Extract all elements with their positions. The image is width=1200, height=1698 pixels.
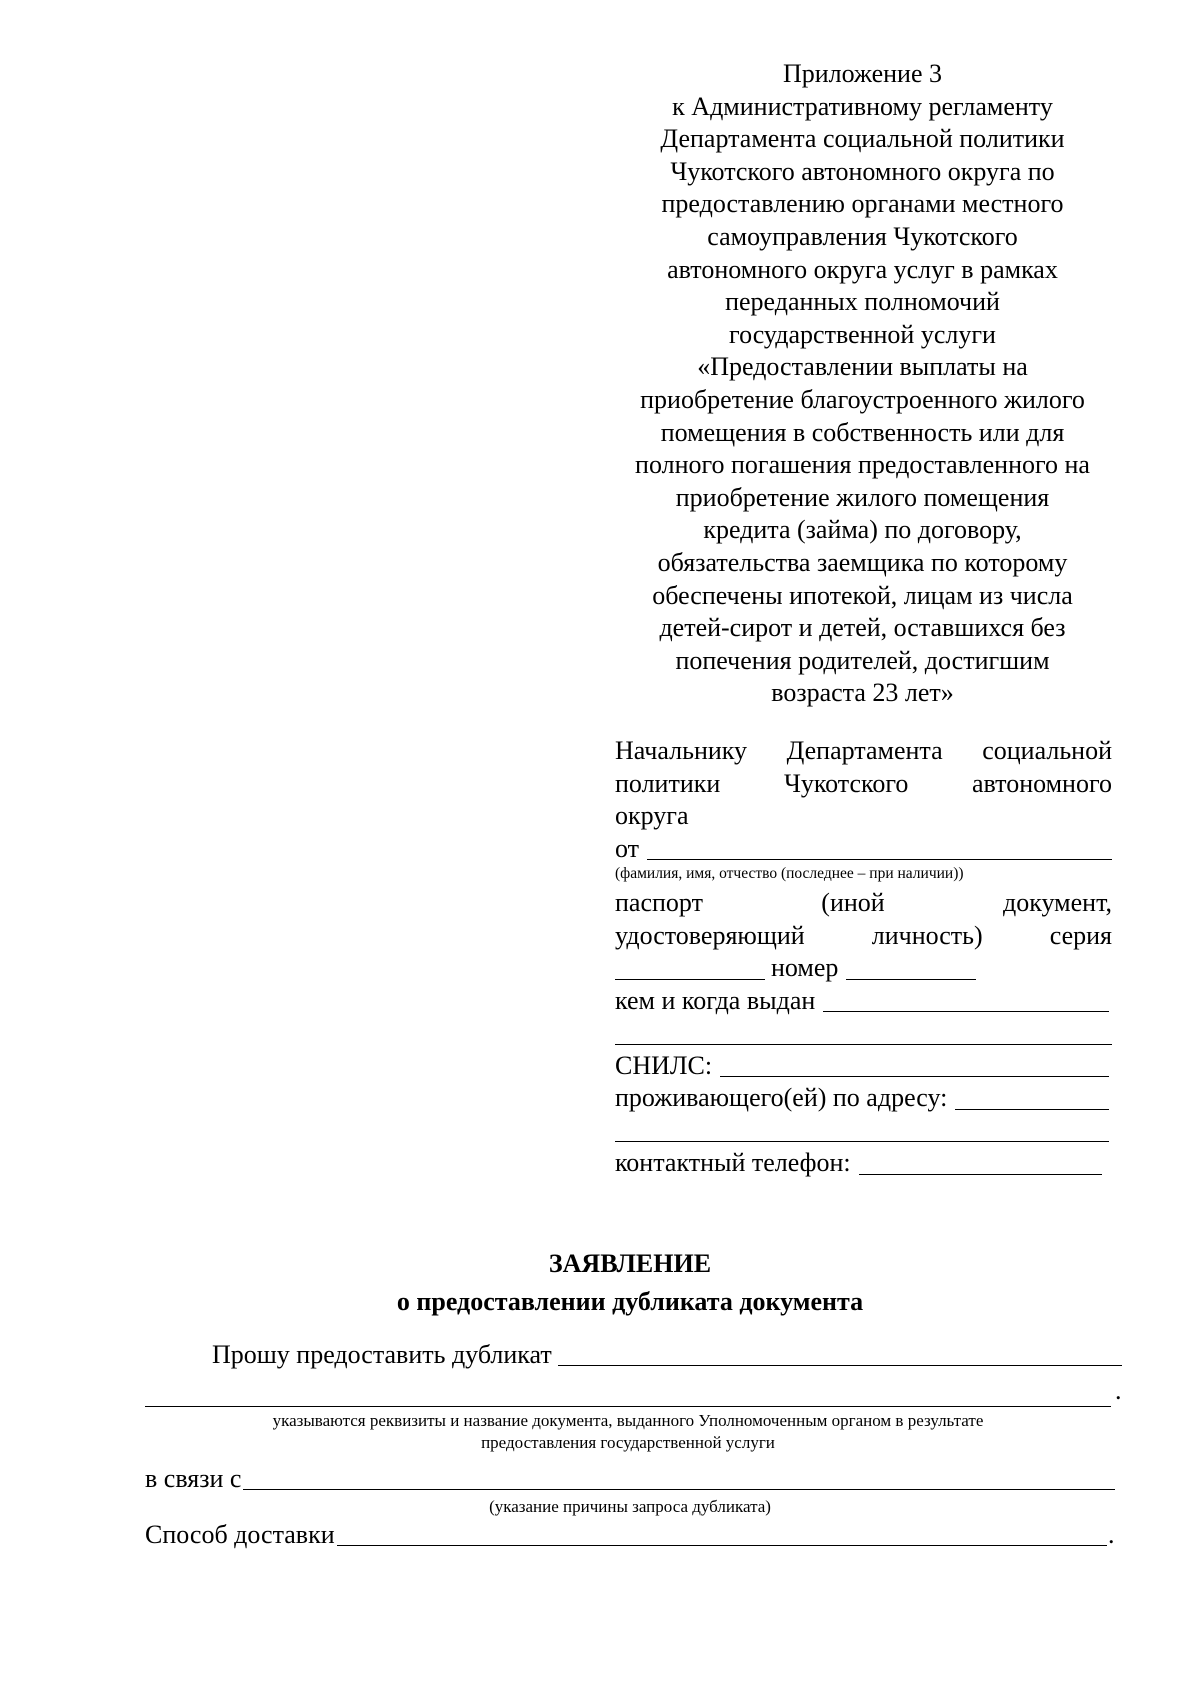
details-caption-line: предоставления государственной услуги <box>481 1433 775 1452</box>
addressee-word: округа <box>615 801 689 830</box>
issued-field[interactable] <box>823 987 1109 1012</box>
addressee-line <box>615 768 1112 801</box>
issued-field-continued[interactable] <box>615 1020 1112 1045</box>
issued-row-continued <box>615 1017 1112 1050</box>
statement-title-block <box>130 1245 1130 1321</box>
appendix-line: возраста 23 лет» <box>771 678 954 708</box>
reason-caption: (указание причины запроса дубликата) <box>489 1497 771 1516</box>
number-field[interactable] <box>846 955 976 980</box>
appendix-line: автономного округа услуг в рамках <box>667 254 1058 284</box>
phone-field[interactable] <box>859 1150 1102 1175</box>
addressee-word: Чукотского <box>783 768 909 798</box>
issued-row <box>615 985 1112 1018</box>
from-row <box>615 833 1112 866</box>
reason-label: в связи с <box>145 1464 242 1493</box>
appendix-line: переданных полномочий <box>725 287 1000 317</box>
address-row-continued <box>615 1115 1112 1148</box>
appendix-line: Чукотского автономного округа по <box>670 156 1055 186</box>
fio-caption: (фамилия, имя, отчество (последнее – при наличии)) <box>615 865 964 882</box>
appendix-line: кредита (займа) по договору, <box>703 515 1022 545</box>
address-field-continued[interactable] <box>615 1117 1109 1142</box>
passport-word: документ, <box>1003 888 1112 917</box>
snils-row <box>615 1050 1112 1083</box>
delivery-row <box>145 1518 1107 1550</box>
document-details-field[interactable] <box>145 1378 1111 1407</box>
appendix-header <box>615 58 1110 710</box>
addressee-line <box>615 800 1112 833</box>
reason-field[interactable] <box>243 1465 1115 1490</box>
appendix-line: полного погашения предоставленного на <box>635 450 1090 480</box>
reason-row <box>145 1462 1115 1494</box>
appendix-line: Департамента социальной политики <box>660 124 1065 154</box>
phone-row <box>615 1147 1112 1180</box>
passport-word: паспорт <box>615 888 703 917</box>
appendix-line: государственной услуги <box>729 319 996 349</box>
appendix-line: обязательства заемщика по которому <box>657 547 1068 577</box>
issued-label: кем и когда выдан <box>615 985 816 1015</box>
delivery-field[interactable] <box>337 1521 1107 1546</box>
addressee-word: Департамента <box>786 736 943 765</box>
appendix-line: предоставлению органами местного <box>661 189 1064 219</box>
delivery-label: Способ доставки <box>145 1520 335 1549</box>
addressee-block <box>615 735 1112 1180</box>
series-field[interactable] <box>615 955 765 980</box>
appendix-line: приобретение благоустроенного жилого <box>640 384 1085 414</box>
address-field[interactable] <box>955 1085 1109 1110</box>
delivery-period: . <box>1108 1520 1115 1549</box>
phone-label: контактный телефон: <box>615 1148 851 1177</box>
number-label: номер <box>771 953 839 982</box>
passport-word: серия <box>1049 920 1112 950</box>
passport-row <box>615 920 1112 953</box>
appendix-line: помещения в собственность или для <box>660 417 1065 447</box>
passport-word: удостоверяющий <box>615 920 805 950</box>
passport-word: (иной <box>821 888 885 917</box>
addressee-word: социальной <box>982 736 1112 765</box>
series-number-row <box>615 952 1112 985</box>
fio-field[interactable] <box>647 835 1112 860</box>
appendix-line: детей-сирот и детей, оставшихся без <box>659 613 1066 643</box>
addressee-line <box>615 735 1112 768</box>
statement-subtitle: о предоставлении дубликата документа <box>396 1287 864 1316</box>
addressee-word: политики <box>615 768 721 798</box>
addressee-word: автономного <box>972 768 1112 798</box>
snils-label: СНИЛС: <box>615 1050 713 1080</box>
appendix-line: обеспечены ипотекой, лицам из числа <box>652 580 1073 610</box>
request-label: Прошу предоставить дубликат <box>212 1340 552 1369</box>
snils-field[interactable] <box>720 1052 1109 1077</box>
appendix-line: Приложение 3 <box>782 59 943 88</box>
appendix-line: к Административному регламенту <box>672 91 1053 121</box>
statement-title: ЗАЯВЛЕНИЕ <box>548 1249 712 1278</box>
addressee-word: Начальнику <box>615 736 748 765</box>
appendix-line: «Предоставлении выплаты на <box>697 352 1028 382</box>
appendix-line: приобретение жилого помещения <box>675 482 1050 512</box>
details-caption <box>145 1410 1111 1454</box>
appendix-line: попечения родителей, достигшим <box>675 645 1050 675</box>
appendix-line: самоуправления Чукотского <box>707 221 1018 251</box>
address-row <box>615 1082 1112 1115</box>
details-caption-line: указываются реквизиты и название документа, выданного Уполномоченным органом в результате <box>272 1411 984 1430</box>
from-label: от <box>615 833 640 863</box>
request-row <box>212 1338 1122 1370</box>
passport-row <box>615 887 1112 920</box>
request-field[interactable] <box>558 1341 1122 1366</box>
details-period: . <box>1115 1376 1122 1405</box>
address-label: проживающего(ей) по адресу: <box>615 1083 948 1112</box>
passport-word: личность) <box>871 920 983 950</box>
